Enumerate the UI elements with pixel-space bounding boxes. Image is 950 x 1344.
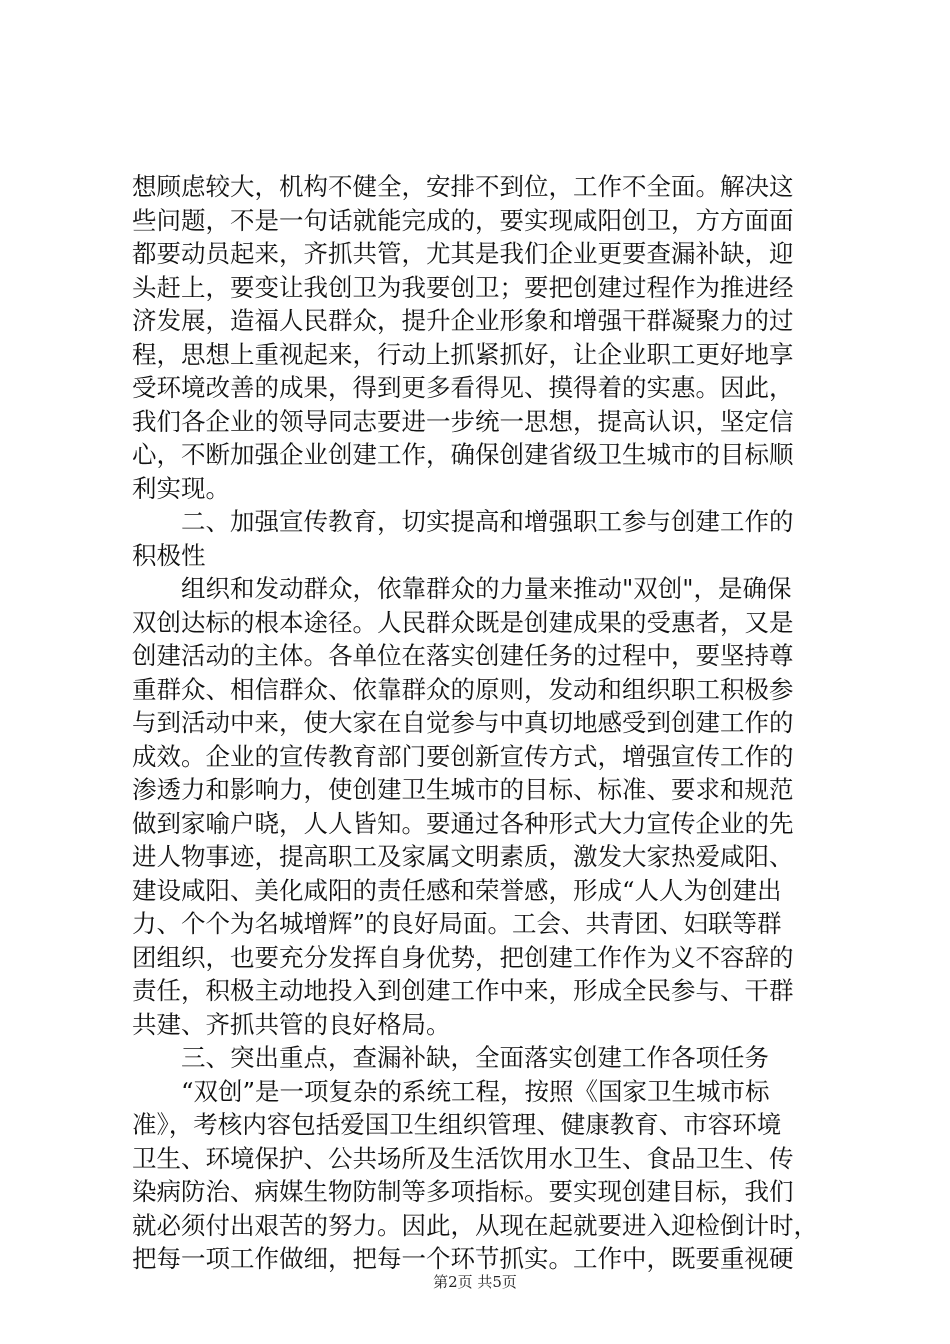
text-line: 建设咸阳、美化咸阳的责任感和荣誉感，形成“人人为创建出 (132, 875, 782, 905)
text-line: 进人物事迹，提高职工及家属文明素质，激发大家热爱咸阳、 (132, 842, 794, 871)
document-body (132, 170, 832, 1276)
text-line: 共建、齐抓共管的良好格局。 (132, 1009, 451, 1039)
text-line: 染病防治、病媒生物防制等多项指标。要实现创建目标，我们 (132, 1177, 794, 1206)
text-line: 创建活动的主体。各单位在落实创建任务的过程中，要坚持尊 (132, 641, 794, 670)
text-line: 二、加强宣传教育，切实提高和增强职工参与创建工作的 (132, 507, 794, 536)
text-line: 都要动员起来，齐抓共管，尤其是我们企业更要查漏补缺，迎 (132, 239, 794, 268)
text-line: 做到家喻户晓，人人皆知。要通过各种形式大力宣传企业的先 (132, 808, 794, 838)
text-line: 与到活动中来，使大家在自觉参与中真切地感受到创建工作的 (132, 708, 794, 737)
page-number-footer: 第2页 共5页 (433, 1273, 517, 1291)
text-line: 力、个个为名城增辉”的良好局面。工会、共青团、妇联等群 (132, 909, 782, 938)
text-line: 利实现。 (132, 473, 230, 503)
text-line: 双创达标的根本途径。人民群众既是创建成果的受惠者，又是 (132, 607, 794, 637)
text-line: 程，思想上重视起来，行动上抓紧抓好，让企业职工更好地享 (132, 339, 794, 369)
text-line: 重群众、相信群众、依靠群众的原则，发动和组织职工积极参 (132, 674, 794, 704)
text-line: 些问题，不是一句话就能完成的，要实现咸阳创卫，方方面面 (132, 205, 794, 235)
text-line: 就必须付出艰苦的努力。因此，从现在起就要进入迎检倒计时， (132, 1210, 818, 1240)
text-line: “双创”是一项复杂的系统工程，按照《国家卫生城市标 (132, 1076, 770, 1106)
text-line: 济发展，造福人民群众，提升企业形象和增强干群凝聚力的过 (132, 306, 794, 335)
text-line: 三、突出重点，查漏补缺，全面落实创建工作各项任务 (132, 1043, 769, 1072)
text-line: 我们各企业的领导同志要进一步统一思想，提高认识，坚定信 (132, 406, 794, 436)
text-line: 受环境改善的成果，得到更多看得见、摸得着的实惠。因此， (132, 373, 794, 402)
text-line: 把每一项工作做细，把每一个环节抓实。工作中，既要重视硬 (132, 1244, 794, 1273)
text-line: 成效。企业的宣传教育部门要创新宣传方式，增强宣传工作的 (132, 741, 794, 771)
text-line: 准》，考核内容包括爱国卫生组织管理、健康教育、市容环境 (132, 1110, 782, 1139)
text-line: 头赶上，要变让我创卫为我要创卫；要把创建过程作为推进经 (132, 272, 794, 302)
text-line: 团组织，也要充分发挥自身优势，把创建工作作为义不容辞的 (132, 942, 794, 972)
text-line: 责任，积极主动地投入到创建工作中来，形成全民参与、干群 (132, 976, 794, 1005)
text-line: 组织和发动群众，依靠群众的力量来推动"双创"，是确保 (132, 574, 792, 603)
text-line: 想顾虑较大，机构不健全，安排不到位，工作不全面。解决这 (132, 172, 794, 201)
text-line: 渗透力和影响力，使创建卫生城市的目标、标准、要求和规范 (132, 775, 794, 804)
text-line: 卫生、环境保护、公共场所及生活饮用水卫生、食品卫生、传 (132, 1143, 794, 1173)
text-line: 积极性 (132, 540, 206, 570)
text-line: 心，不断加强企业创建工作，确保创建省级卫生城市的目标顺 (132, 440, 794, 469)
